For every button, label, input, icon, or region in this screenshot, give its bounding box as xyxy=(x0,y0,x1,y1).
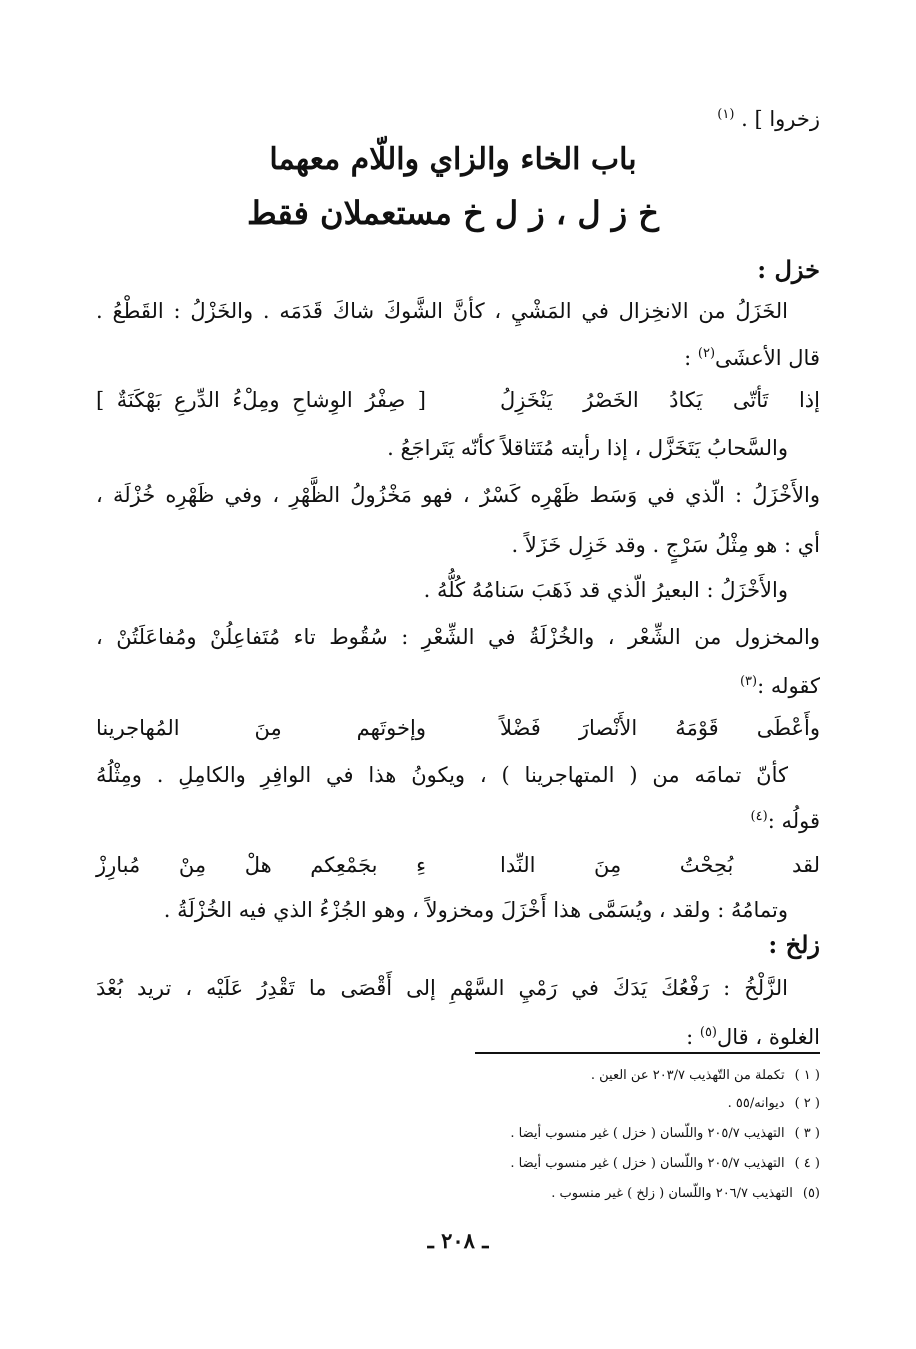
entry-title-khazal: خزل : xyxy=(757,255,820,284)
khazal-line-10 xyxy=(96,802,820,836)
roots-heading: خ ز ل ، ز ل خ مستعملان فقط xyxy=(247,194,659,232)
verse-3-second-hemistich: ءِ بجَمْعِكم هلْ مِنْ مُبارِزْ xyxy=(96,853,426,877)
khazal-line-2-text: قال الأعشَى xyxy=(715,346,820,370)
footnote-number: (٥) xyxy=(802,1186,820,1201)
footnote-number: ( ٣ ) xyxy=(794,1126,820,1141)
verse-1-first-hemistich: إذا تَأتّى يَكادُ الخَصْرُ يَنْخَزِلُ xyxy=(500,388,820,412)
khazal-line-2 xyxy=(96,339,820,373)
zalakh-line-2-colon: : xyxy=(686,1025,694,1049)
khazal-line-10-colon: : xyxy=(767,809,775,833)
khazal-line-2-colon: : xyxy=(684,346,692,370)
footnote-4 xyxy=(300,1154,820,1174)
top-fragment-text: زخروا ] . xyxy=(741,107,820,131)
khazal-line-8-colon: : xyxy=(757,674,765,698)
footnote-5 xyxy=(300,1184,820,1204)
verse-2-first-hemistich: وأَعْطَى قَوْمَهُ الأَنْصارَ فَضْلاً xyxy=(500,716,820,740)
footnote-ref-2: (٢) xyxy=(697,346,716,361)
footnote-text: التهذيب ٢٠٥/٧ واللّسان ( خزل ) غير منسوب أيضا . xyxy=(510,1126,785,1141)
footnote-text: التهذيب ٢٠٥/٧ واللّسان ( خزل ) غير منسوب أيضا . xyxy=(510,1156,785,1171)
footnote-text: التهذيب ٢٠٦/٧ واللّسان ( زلخ ) غير منسوب . xyxy=(551,1186,793,1201)
verse-1-second-hemistich: [ صِفْرُ الوِشاحِ ومِلْءُ الدِّرعِ بَهْكَنَةٌ ] xyxy=(96,388,426,412)
footnote-ref-5: (٥) xyxy=(699,1025,717,1040)
khazal-line-9: كأنّ تمامَه من ( المتهاجرينا ) ، ويكونُ هذا في الوافِرِ والكامِلِ . ومِثْلُهُ xyxy=(96,763,788,787)
khazal-line-3: والسَّحابُ يَتَخَزَّل ، إذا رأيته مُتَثاقلاً كأنّه يَتَراجَعُ . xyxy=(387,436,788,460)
footnote-text: تكملة من التّهذيب ٢٠٣/٧ عن العين . xyxy=(590,1068,785,1083)
khazal-line-7: والمخزول من الشِّعْر ، والخُزْلَةُ في الشِّعْرِ : سُقُوط تاء مُتَفاعِلُنْ ومُفاعَلَتُنْ ، xyxy=(96,625,820,649)
verse-3-first-hemistich: لقد بُحِحْتُ مِنَ النِّدا xyxy=(500,853,820,877)
zalakh-line-2-text: الغلوة ، قال xyxy=(717,1025,820,1049)
chapter-heading: باب الخاء والزاي واللّام معهما xyxy=(269,142,637,177)
footnote-1 xyxy=(300,1066,820,1086)
khazal-line-4: والأَخْزَلُ : الّذي في وَسَط ظَهْرِه كَسْرٌ ، فهو مَخْزُولُ الظَّهْرِ ، وفي ظَهْرِه خُزْلَة ، xyxy=(96,483,820,507)
footnote-number: ( ٤ ) xyxy=(794,1156,820,1171)
entry-title-zalakh: زلخ : xyxy=(768,930,820,959)
zalakh-line-2 xyxy=(96,1018,820,1052)
verse-2-second-hemistich: وإخوتَهم مِنَ المُهاجرينا xyxy=(96,716,426,740)
footnote-ref-1: (١) xyxy=(717,107,735,122)
zalakh-line-1: الزَّلْخُ : رَفْعُكَ يَدَكَ في رَمْيِ السَّهْمِ إلى أَقْصَى ما تَقْدِرُ عَلَيْه ، تريد بُعْدَ xyxy=(96,976,788,1000)
khazal-line-8 xyxy=(96,667,820,701)
footnote-number: ( ١ ) xyxy=(794,1068,820,1083)
khazal-line-6: والأَخْزَلُ : البعيرُ الّذي قد ذَهَبَ سَنامُهُ كُلُّهُ . xyxy=(423,578,788,602)
footnote-separator xyxy=(475,1052,820,1054)
top-fragment xyxy=(96,100,820,134)
khazal-line-1: الخَزَلُ من الانخِزال في المَشْيِ ، كأنَّ الشَّوكَ شاكَ قَدَمَه . والخَزْلُ : القَطْعُ . xyxy=(96,299,788,323)
footnote-text: ديوانه/٥٥ . xyxy=(727,1096,785,1111)
footnote-3 xyxy=(300,1124,820,1144)
footnote-2 xyxy=(300,1094,820,1114)
khazal-line-11: وتمامُهُ : ولقد ، ويُسَمَّى هذا أَخْزَلَ ومخزولاً ، وهو الجُزْءُ الذي فيه الخُزْلَةُ . xyxy=(163,898,788,922)
page-number: ـ ٢٠٨ ـ xyxy=(427,1228,489,1253)
khazal-line-10-text: قولُه xyxy=(781,809,820,833)
footnote-number: ( ٢ ) xyxy=(794,1096,820,1111)
footnote-ref-3: (٣) xyxy=(739,674,758,689)
khazal-line-8-text: كقوله xyxy=(770,674,820,698)
khazal-line-5: أي : هو مِثْلُ سَرْجٍ . وقد خَزِل خَزَلاً . xyxy=(511,533,820,557)
footnote-ref-4: (٤) xyxy=(750,809,768,824)
